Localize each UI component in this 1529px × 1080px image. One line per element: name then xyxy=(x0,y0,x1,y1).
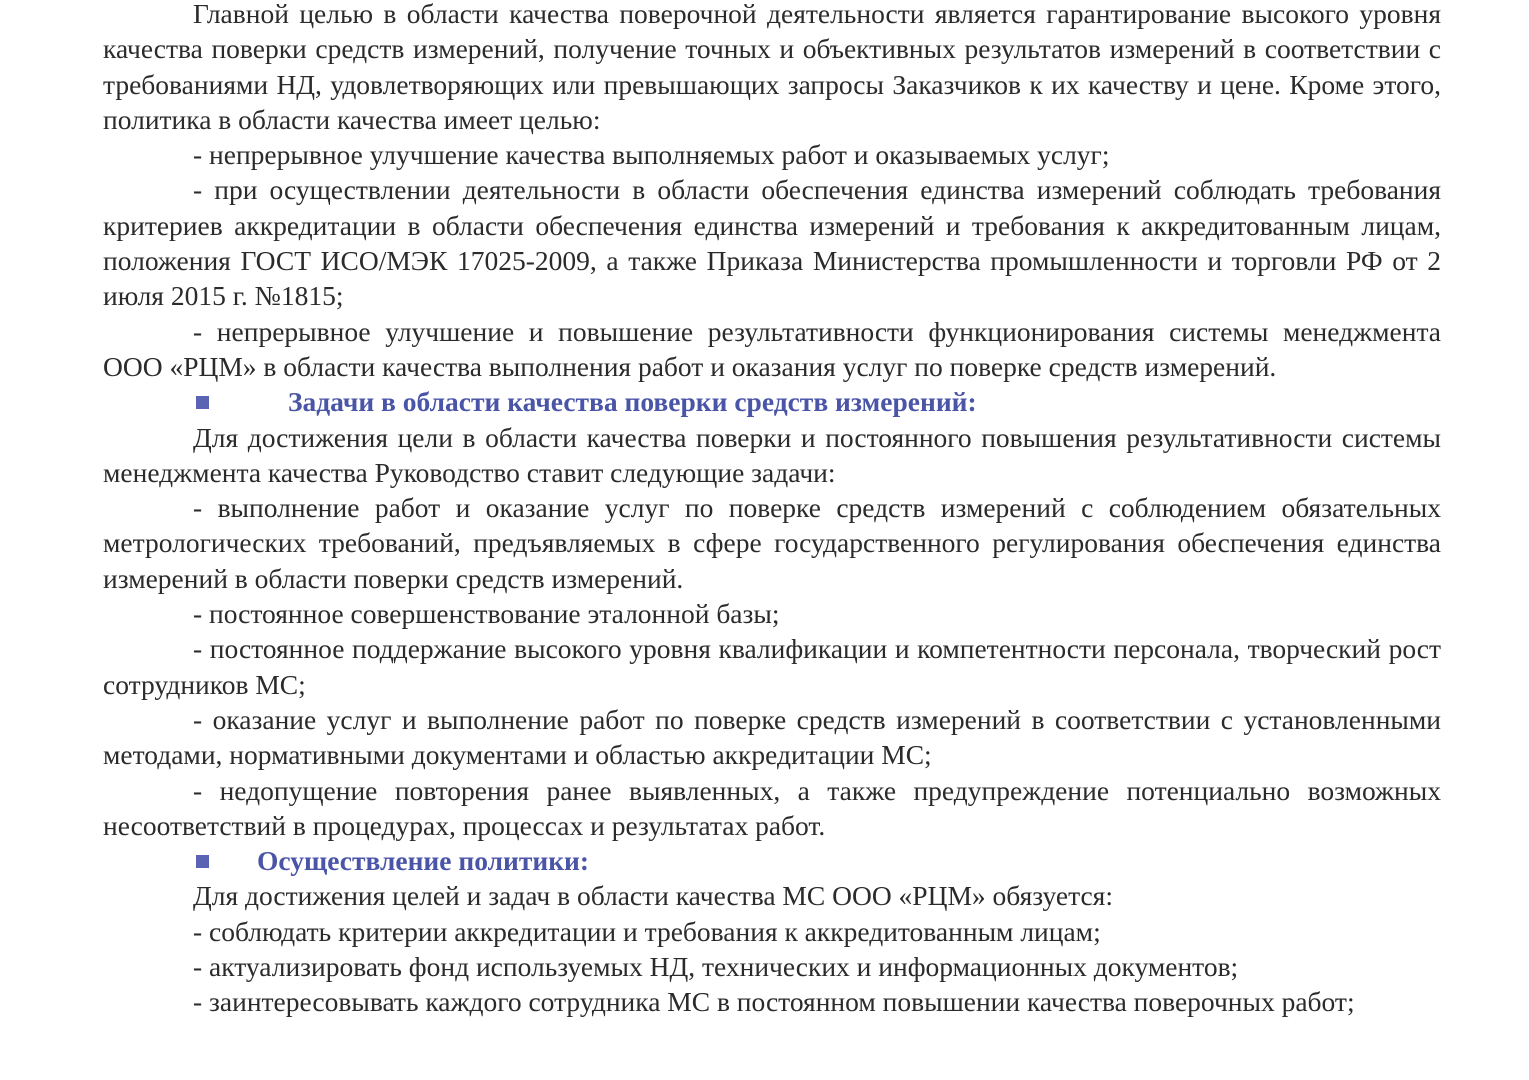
tasks-item-staff-qualification: - постоянное поддержание высокого уровня квалификации и компетентности персонала, творческий рост сотрудников МС; xyxy=(103,633,1441,700)
tasks-item-verification-work: - выполнение работ и оказание услуг по поверке средств измерений с соблюдением обязательных метрологических требований, предъявляемых в сфере государственного регулирования обеспечения единства измерений в области поверки средств измерений. xyxy=(103,492,1441,594)
tasks-item-services-compliance: - оказание услуг и выполнение работ по поверке средств измерений в соответствии с установленными методами, нормативными документами и областью аккредитации МС; xyxy=(103,703,1441,771)
intro-item-continuous-improvement: - непрерывное улучшение качества выполняемых работ и оказываемых услуг; xyxy=(193,139,1110,171)
document-page xyxy=(103,0,1441,1020)
square-bullet-icon xyxy=(196,855,209,868)
tasks-intro-paragraph: Для достижения цели в области качества поверки и постоянного повышения результативности системы менеджмента качества Руководство ставит следующие задачи: xyxy=(103,421,1441,488)
section-heading-tasks xyxy=(103,384,1441,419)
policy-item-document-fund: - актуализировать фонд используемых НД, технических и информационных документов; xyxy=(193,951,1239,983)
intro-item-accreditation: - при осуществлении деятельности в области обеспечения единства измерений соблюдать требования критериев аккредитации в области обеспечения единства измерений и требования к аккредитованным лицам, положения ГОСТ ИСО/МЭК 17025-2009, а также Приказа Министерства промышленности и торговли РФ от 2 июля 2015 г. №1815; xyxy=(103,174,1441,312)
intro-item-management-system: - непрерывное улучшение и повышение результативности функционирования системы менеджмента ООО «РЦМ» в области качества выполнения работ и оказания услуг по поверке средств измерений. xyxy=(103,315,1441,382)
section-heading-tasks-text: Задачи в области качества поверки средств измерений: xyxy=(288,386,977,418)
square-bullet-icon xyxy=(196,396,209,409)
intro-paragraph-1: Главной целью в области качества поверочной деятельности является гарантирование высокого уровня качества поверки средств измерений, получение точных и объективных результатов измерений в соответствии с требованиями НД, удовлетворяющих или превышающих запросы Заказчиков к их качеству и цене. Кроме этого, политика в области качества имеет целью: xyxy=(103,0,1441,135)
policy-item-staff-motivation: - заинтересовывать каждого сотрудника МС в постоянном повышении качества поверочных работ; xyxy=(193,986,1355,1018)
policy-item-accreditation-criteria: - соблюдать критерии аккредитации и требования к аккредитованным лицам; xyxy=(193,915,1101,947)
tasks-item-reference-base: - постоянное совершенствование эталонной базы; xyxy=(193,598,780,630)
section-heading-policy xyxy=(103,843,1441,878)
tasks-item-nonconformity-prevention: - недопущение повторения ранее выявленных, а также предупреждение потенциально возможных несоответствий в процедурах, процессах и результатах работ. xyxy=(103,774,1441,841)
section-heading-policy-text: Осуществление политики: xyxy=(257,845,590,877)
policy-intro-paragraph: Для достижения целей и задач в области качества МС ООО «РЦМ» обязуется: xyxy=(193,880,1113,912)
